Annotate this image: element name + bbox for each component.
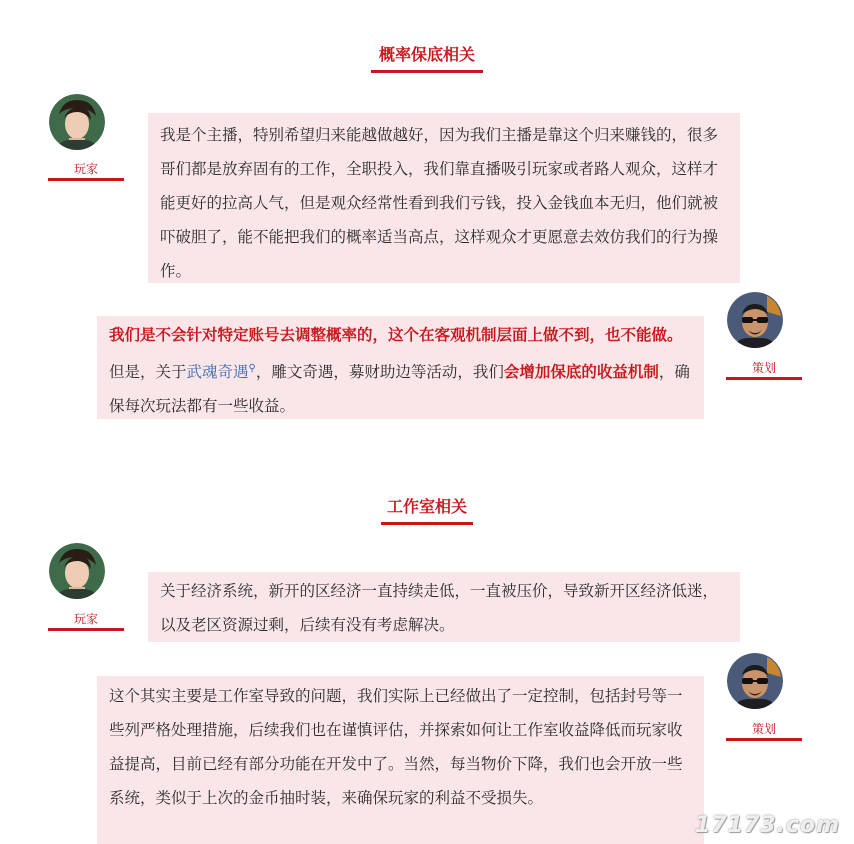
planner-label-underline — [726, 377, 802, 380]
planner-text-part: ，确保每次玩法都有一些收益。 — [109, 363, 690, 416]
planner-text-part: 但是，关于 — [109, 363, 187, 382]
planner-label: 策划 — [751, 361, 776, 375]
player-label: 玩家 — [73, 162, 98, 176]
planner-message-text: 这个其实主要是工作室导致的问题，我们实际上已经做出了一定控制，包括封号等一些列严格处理措施，后续我们也在谨慎评估，并探索如何让工作室收益降低而玩家收益提高，目前已经有部分功能在开发中了。当然，每当物价下降，我们也会开放一些系统，类似于上次的金币抽时装，来确保玩家的利益不受损失。 — [109, 687, 683, 807]
planner-avatar — [727, 653, 783, 709]
planner-label: 策划 — [751, 722, 776, 736]
planner-avatar — [727, 292, 783, 348]
search-icon[interactable]: ⚲ — [248, 363, 256, 374]
player-message-bubble — [148, 113, 740, 283]
title-underline — [371, 70, 483, 73]
planner-label-underline — [726, 738, 802, 741]
title-underline — [381, 522, 473, 525]
planner-message-bubble — [97, 676, 704, 844]
player-label-underline — [48, 178, 124, 181]
wuhun-event-link[interactable]: 武魂奇遇 — [186, 363, 249, 382]
planner-message-bubble — [97, 316, 704, 419]
planner-highlight-no-adjust: 我们是不会针对特定账号去调整概率的，这个在客观机制层面上做不到，也不能做。 — [109, 326, 683, 344]
player-label: 玩家 — [73, 612, 98, 626]
player-avatar — [49, 543, 105, 599]
planner-text-part: ，雕文奇遇，募财助边等活动，我们 — [255, 363, 504, 382]
player-message-bubble — [148, 572, 740, 642]
section-title-probability: 概率保底相关 — [378, 45, 475, 64]
site-watermark: 17173.com — [695, 813, 840, 838]
section-title-studio: 工作室相关 — [386, 497, 467, 516]
planner-highlight-guarantee: 会增加保底的收益机制 — [503, 363, 659, 382]
planner-message-text — [109, 318, 692, 423]
player-label-underline — [48, 628, 124, 631]
player-message-text: 关于经济系统，新开的区经济一直持续走低，一直被压价，导致新开区经济低迷，以及老区资源过剩，后续有没有考虑解决。 — [160, 582, 719, 634]
player-message-text: 我是个主播，特别希望归来能越做越好，因为我们主播是靠这个归来赚钱的，很多哥们都是放弃固有的工作，全职投入，我们靠直播吸引玩家或者路人观众，这样才能更好的拉高人气，但是观众经常性看到我们亏钱，投入金钱血本无归，他们就被吓破胆了，能不能把我们的概率适当高点，这样观众才更愿意去效仿我们的行为操作。 — [160, 126, 719, 280]
player-avatar — [49, 94, 105, 150]
